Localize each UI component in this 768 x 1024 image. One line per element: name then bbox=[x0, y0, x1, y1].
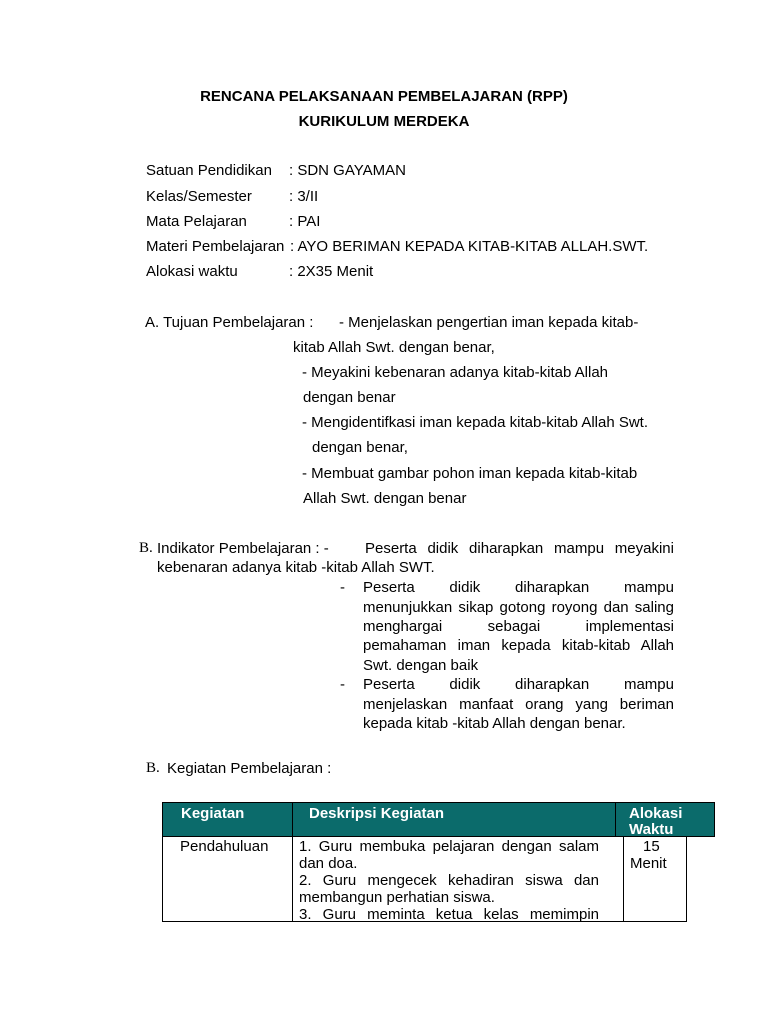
identity-label: Kelas/Semester bbox=[146, 188, 252, 205]
indikator-bullet-dash: - bbox=[340, 676, 345, 693]
tujuan-heading: A. Tujuan Pembelajaran : bbox=[145, 314, 314, 331]
indikator-bullet-line: kepada kitab -kitab Allah dengan benar. bbox=[363, 715, 626, 732]
identity-value: : SDN GAYAMAN bbox=[289, 162, 406, 179]
table-cell-alokasi-unit: Menit bbox=[630, 855, 667, 872]
table-row bbox=[162, 836, 687, 922]
tujuan-line: - Meyakini kebenaran adanya kitab-kitab Allah bbox=[302, 364, 609, 381]
identity-label: Alokasi waktu bbox=[146, 263, 238, 280]
kegiatan-heading: Kegiatan Pembelajaran : bbox=[167, 760, 332, 777]
table-header-kegiatan: Kegiatan bbox=[181, 805, 245, 822]
identity-label: Materi Pembelajaran bbox=[146, 238, 285, 255]
table-cell-deskripsi-line: dan doa. bbox=[299, 855, 358, 872]
table-cell-alokasi-value: 15 bbox=[643, 838, 660, 855]
indikator-marker: B. bbox=[139, 540, 153, 556]
table-header-alokasi: Alokasi bbox=[629, 805, 683, 822]
indikator-line: kebenaran adanya kitab -kitab Allah SWT. bbox=[157, 559, 435, 576]
table-cell-deskripsi-line: 3. Guru meminta ketua kelas memimpin bbox=[299, 906, 599, 922]
indikator-bullet-dash: - bbox=[340, 579, 345, 596]
table-header-row bbox=[162, 802, 715, 837]
identity-label: Mata Pelajaran bbox=[146, 213, 247, 230]
indikator-heading: Indikator Pembelajaran : - bbox=[157, 540, 329, 557]
table-cell-deskripsi-line: 1. Guru membuka pelajaran dengan salam bbox=[299, 838, 599, 855]
tujuan-line: dengan benar, bbox=[312, 439, 408, 456]
table-header-deskripsi: Deskripsi Kegiatan bbox=[309, 805, 445, 822]
indikator-bullet-line: menunjukkan sikap gotong royong dan saling bbox=[363, 599, 674, 616]
table-cell-deskripsi-line: membangun perhatian siswa. bbox=[299, 889, 495, 906]
indikator-bullet-line: Peserta didik diharapkan mampu bbox=[363, 676, 674, 693]
tujuan-line: Allah Swt. dengan benar bbox=[303, 490, 467, 507]
tujuan-line: - Menjelaskan pengertian iman kepada kitab- bbox=[339, 314, 639, 331]
tujuan-line: kitab Allah Swt. dengan benar, bbox=[293, 339, 495, 356]
identity-value: : PAI bbox=[289, 213, 321, 230]
identity-value: : 3/II bbox=[289, 188, 319, 205]
indikator-bullet-line: Swt. dengan baik bbox=[363, 657, 479, 674]
identity-label: Satuan Pendidikan bbox=[146, 162, 272, 179]
document-title: RENCANA PELAKSANAAN PEMBELAJARAN (RPP) bbox=[200, 88, 568, 105]
tujuan-line: - Membuat gambar pohon iman kepada kitab-kitab bbox=[302, 465, 638, 482]
identity-value: : 2X35 Menit bbox=[289, 263, 374, 280]
document-subtitle: KURIKULUM MERDEKA bbox=[298, 113, 470, 130]
kegiatan-marker: B. bbox=[146, 760, 160, 776]
indikator-bullet-line: pemahaman iman kepada kitab-kitab Allah bbox=[363, 637, 674, 654]
indikator-bullet-line: menjelaskan manfaat orang yang beriman bbox=[363, 696, 674, 713]
indikator-bullet-line: Peserta didik diharapkan mampu bbox=[363, 579, 674, 596]
indikator-line: Peserta didik diharapkan mampu meyakini bbox=[365, 540, 674, 557]
table-cell-deskripsi-line: 2. Guru mengecek kehadiran siswa dan bbox=[299, 872, 599, 889]
table-header-waktu: Waktu bbox=[629, 821, 674, 838]
identity-value: : AYO BERIMAN KEPADA KITAB-KITAB ALLAH.SWT. bbox=[290, 238, 649, 255]
table-cell-kegiatan: Pendahuluan bbox=[180, 838, 269, 855]
tujuan-line: - Mengidentifkasi iman kepada kitab-kitab Allah Swt. bbox=[302, 414, 649, 431]
indikator-bullet-line: menghargai sebagai implementasi bbox=[363, 618, 674, 635]
tujuan-line: dengan benar bbox=[303, 389, 396, 406]
